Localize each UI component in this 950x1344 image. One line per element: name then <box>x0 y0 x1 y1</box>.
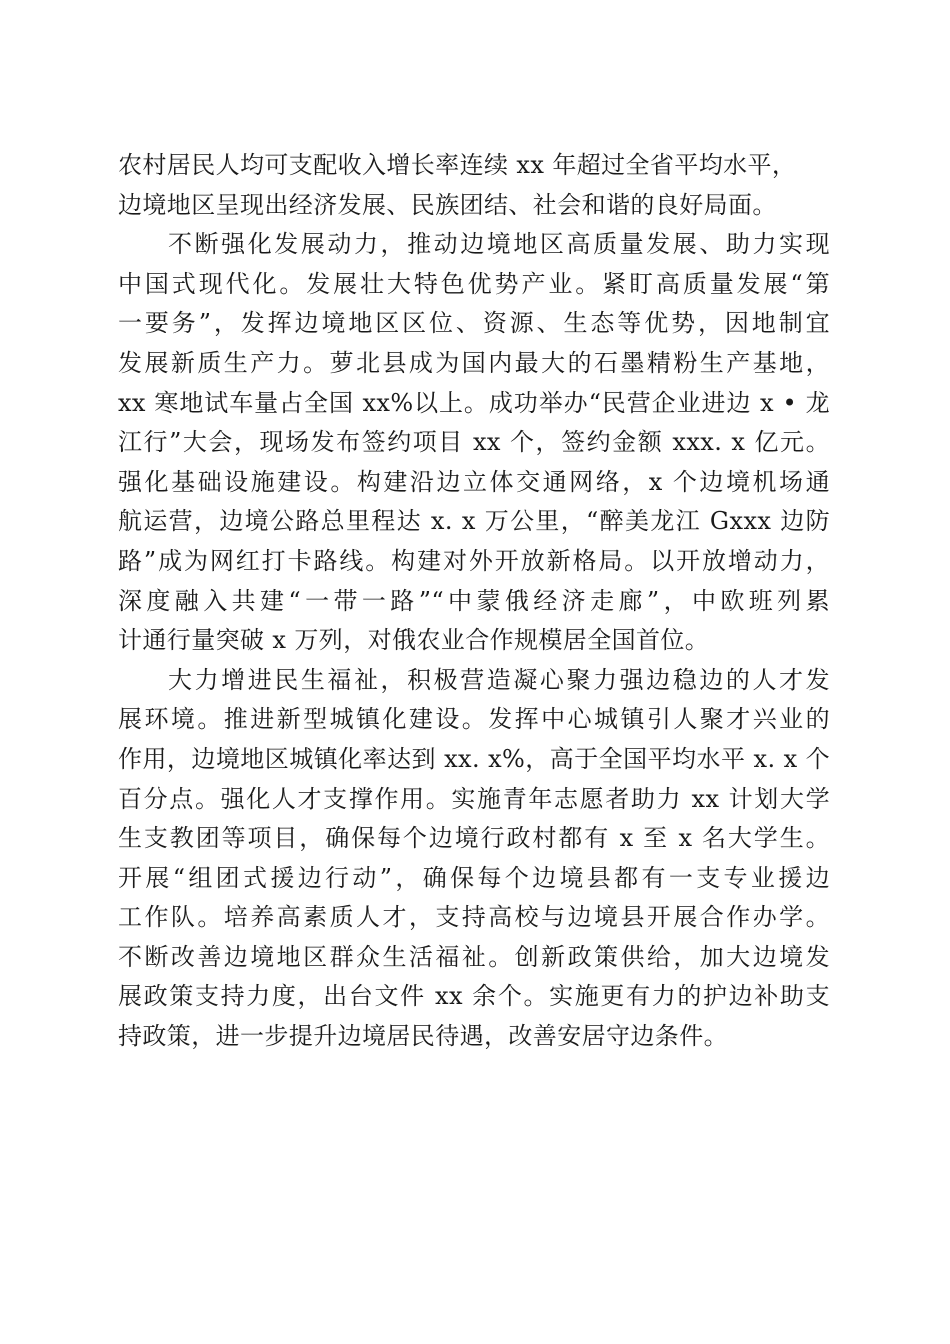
text-line: 发展新质生产力。萝北县成为国内最大的石墨精粉生产基地， <box>118 348 830 377</box>
text-line: 农村居民人均可支配收入增长率连续 xx 年超过全省平均水平， <box>118 151 797 179</box>
body-text <box>118 146 830 1057</box>
text-line: 强化基础设施建设。构建沿边立体交通网络，x 个边境机场通 <box>118 467 830 496</box>
text-line: 开展“组团式援边行动”，确保每个边境县都有一支专业援边 <box>118 863 830 892</box>
text-line: 江行”大会，现场发布签约项目 xx 个，签约金额 xxx. x 亿元。 <box>118 428 830 457</box>
text-line: 工作队。培养高素质人才，支持高校与边境县开展合作办学。 <box>118 903 830 932</box>
paragraph-first-line: 大力增进民生福祉，积极营造凝心聚力强边稳边的人才发 <box>168 665 830 694</box>
text-line: 百分点。强化人才支撑作用。实施青年志愿者助力 xx 计划大学 <box>118 784 830 813</box>
text-line: 作用，边境地区城镇化率达到 xx. x%，高于全国平均水平 x. x 个 <box>118 744 830 773</box>
text-line: 航运营，边境公路总里程达 x. x 万公里，“醉美龙江 Gxxx 边防 <box>118 507 830 536</box>
text-line: 展政策支持力度，出台文件 xx 余个。实施更有力的护边补助支 <box>118 982 830 1011</box>
text-line: xx 寒地试车量占全国 xx%以上。成功举办“民营企业进边 x • 龙 <box>118 388 830 417</box>
text-line: 路”成为网红打卡路线。构建对外开放新格局。以开放增动力， <box>118 546 830 575</box>
text-line: 生支教团等项目，确保每个边境行政村都有 x 至 x 名大学生。 <box>118 824 830 853</box>
text-line: 中国式现代化。发展壮大特色优势产业。紧盯高质量发展“第 <box>118 269 830 298</box>
text-line: 计通行量突破 x 万列，对俄农业合作规模居全国首位。 <box>118 626 710 655</box>
text-line: 深度融入共建“一带一路”“中蒙俄经济走廊”，中欧班列累 <box>118 586 830 615</box>
text-line: 不断改善边境地区群众生活福祉。创新政策供给，加大边境发 <box>118 942 830 971</box>
paragraph-first-line: 不断强化发展动力，推动边境地区高质量发展、助力实现 <box>168 230 830 259</box>
text-line: 展环境。推进新型城镇化建设。发挥中心城镇引人聚才兴业的 <box>118 705 830 734</box>
text-line: 持政策，进一步提升边境居民待遇，改善安居守边条件。 <box>118 1022 728 1051</box>
text-line: 一要务”，发挥边境地区区位、资源、生态等优势，因地制宜 <box>118 309 830 338</box>
text-line: 边境地区呈现出经济发展、民族团结、社会和谐的良好局面。 <box>118 190 777 219</box>
